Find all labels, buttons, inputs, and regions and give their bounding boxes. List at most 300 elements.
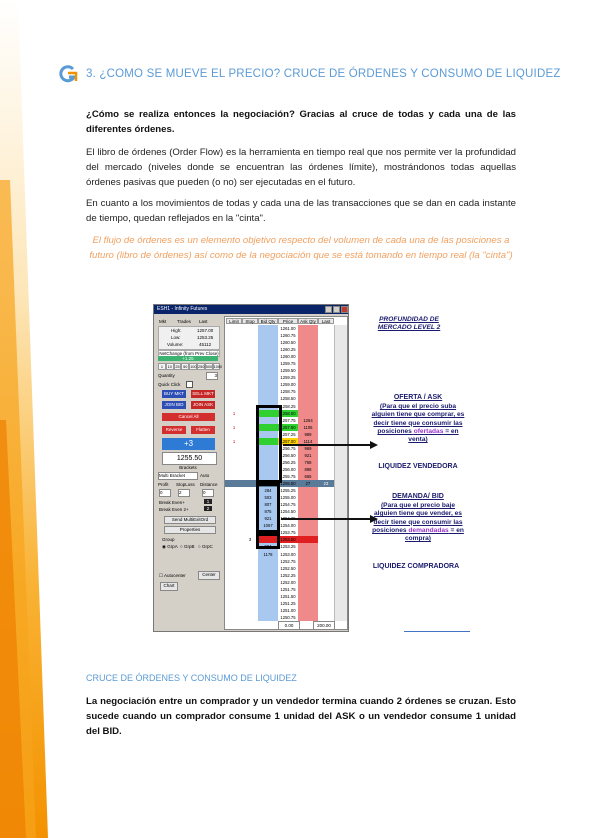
quantity-preset-button[interactable]: 25 xyxy=(175,365,180,369)
ladder-row[interactable] xyxy=(225,410,347,417)
ladder-row[interactable] xyxy=(225,353,347,360)
price-cell: 1255.00 xyxy=(278,494,298,501)
last-qty-cell: 23 xyxy=(323,481,329,487)
limit-cell xyxy=(226,431,242,438)
ladder-row[interactable] xyxy=(225,529,347,536)
quantity-preset-button[interactable]: 250 xyxy=(198,365,205,369)
quantity-preset-button[interactable]: 10 xyxy=(167,365,172,369)
ladder-row[interactable] xyxy=(225,572,347,579)
netchange-label: NetChange (from Prev Close) xyxy=(159,351,219,356)
price-cell: 1258.25 xyxy=(278,403,298,410)
demand-text: = en compra) xyxy=(404,526,464,543)
limit-cell xyxy=(226,607,242,614)
bid-qty-cell: 994 xyxy=(264,544,272,550)
ladder-row[interactable] xyxy=(225,536,347,543)
price-cell: 1251.75 xyxy=(278,586,298,593)
stop-cell xyxy=(242,353,258,360)
price-cell: 1254.00 xyxy=(278,522,298,529)
tab-trades[interactable]: Trades xyxy=(177,319,191,324)
ask-qty-cell xyxy=(298,346,318,353)
ladder-row[interactable] xyxy=(225,473,347,480)
limit-cell xyxy=(226,325,242,332)
limit-cell xyxy=(226,360,242,367)
bid-arrow-line xyxy=(281,518,375,520)
ask-qty-cell: 898 xyxy=(304,466,312,472)
profit-input[interactable]: 0 xyxy=(159,489,171,497)
quick-click-label: Quick Click xyxy=(158,382,181,387)
ask-qty-cell xyxy=(298,600,318,607)
price-cell: 1257.00 xyxy=(278,438,298,445)
limit-cell xyxy=(226,445,242,452)
limit-cell xyxy=(226,543,242,550)
ladder-row[interactable] xyxy=(225,381,347,388)
ladder-row[interactable] xyxy=(225,395,347,402)
logo-icon xyxy=(58,64,78,84)
limit-cell xyxy=(226,522,242,529)
price-cell: 1256.50 xyxy=(278,452,298,459)
break-even-1-input[interactable]: 1 xyxy=(204,499,212,504)
column-header-ask-qty: Ask Qty xyxy=(298,318,318,324)
limit-cell xyxy=(226,374,242,381)
price-cell: 1254.50 xyxy=(278,508,298,515)
bid-qty-cell xyxy=(258,381,278,388)
price-cell: 1251.00 xyxy=(278,607,298,614)
quantity-buttons xyxy=(158,363,223,370)
bid-qty-cell xyxy=(258,367,278,374)
stop-cell xyxy=(242,374,258,381)
netchange-value: +1.25 xyxy=(158,356,218,361)
ladder-row[interactable] xyxy=(225,459,347,466)
ask-qty-cell xyxy=(298,586,318,593)
demand-text: (Para que el precio baje alguien tiene que vender, es decir tiene que consumir las posiciones xyxy=(372,502,463,534)
ladder-row[interactable] xyxy=(225,494,347,501)
quick-click-checkbox[interactable] xyxy=(186,381,193,388)
ladder-row[interactable] xyxy=(225,501,347,508)
ask-qty-cell xyxy=(298,360,318,367)
ladder-row[interactable] xyxy=(225,417,347,424)
ask-qty-cell: 969 xyxy=(304,445,312,451)
column-header-limit: Limit xyxy=(226,318,242,324)
limit-cell xyxy=(226,494,242,501)
ask-qty-cell: 989 xyxy=(304,431,312,437)
bid-qty-cell xyxy=(258,360,278,367)
bid-qty-cell xyxy=(258,607,278,614)
price-cell: 1255.25 xyxy=(278,487,298,494)
limit-cell xyxy=(226,579,242,586)
ladder-row[interactable] xyxy=(225,360,347,367)
price-cell: 1253.00 xyxy=(278,551,298,558)
ladder-row[interactable] xyxy=(225,346,347,353)
ladder-row[interactable] xyxy=(225,551,347,558)
stop-cell xyxy=(242,565,258,572)
ask-qty-cell xyxy=(298,325,318,332)
offer-description xyxy=(370,403,466,444)
group-radio-b[interactable]: ○ GrpB xyxy=(180,544,195,549)
ask-qty-cell xyxy=(298,508,318,515)
ask-qty-cell: 921 xyxy=(304,452,312,458)
ladder-row[interactable] xyxy=(225,508,347,515)
price-cell: 1257.50 xyxy=(278,424,298,431)
price-cell: 1256.75 xyxy=(278,445,298,452)
price-ladder xyxy=(224,316,348,630)
quantity-preset-button[interactable]: 50 xyxy=(183,365,188,369)
stop-cell xyxy=(242,614,258,621)
ask-qty-cell xyxy=(298,339,318,346)
price-cell: 1251.25 xyxy=(278,600,298,607)
pull-quote: El flujo de órdenes es un elemento objetivo respecto del volumen de cada una de las posiciones a futuro (libro de órdenes) así como de la negociación que se está tomando en tiempo real (la "cinta") xyxy=(89,235,513,261)
break-even-2-label: Break Even 2+ xyxy=(159,507,189,512)
price-cell: 1260.00 xyxy=(278,353,298,360)
ask-qty-cell xyxy=(298,551,318,558)
offer-title xyxy=(370,394,466,402)
price-cell: 1258.50 xyxy=(278,395,298,402)
send-multi-exit-button[interactable]: Send MultiExitOrd xyxy=(164,516,216,524)
ask-qty-cell xyxy=(298,593,318,600)
ask-qty-cell xyxy=(298,543,318,550)
stoploss-input[interactable]: 2 xyxy=(178,489,190,497)
stat-value: 1257.00 xyxy=(197,328,214,333)
ladder-row[interactable] xyxy=(225,565,347,572)
column-header-bid-qty: Bid Qty xyxy=(258,318,278,324)
ask-qty-cell xyxy=(298,579,318,586)
offer-text: = en venta) xyxy=(408,427,459,444)
bid-qty-cell xyxy=(258,572,278,579)
flatten-button[interactable]: Flatten xyxy=(191,426,215,434)
ladder-row[interactable] xyxy=(225,543,347,550)
break-even-2-input[interactable]: 2 xyxy=(204,506,212,511)
offer-text: (Para que el precio suba alguien tiene que comprar, es decir tiene que consumir las posiciones xyxy=(371,403,465,435)
price-cell: 1256.25 xyxy=(278,459,298,466)
paragraph-order-book: El libro de órdenes (Order Flow) es la herramienta en tiempo real que nos permite ver la profundidad del mercado (niveles donde se encuentran las órdenes límite), mostrándonos todas aquellas órdenes pasivas que pueden (o no) ser ejecutadas en el futuro. xyxy=(86,147,516,188)
bid-qty-cell xyxy=(258,600,278,607)
ladder-row[interactable] xyxy=(225,403,347,410)
subheading: CRUCE DE ÓRDENES Y CONSUMO DE LIQUIDEZ xyxy=(86,673,297,683)
price-cell: 1253.25 xyxy=(278,543,298,550)
limit-cell xyxy=(226,551,242,558)
bid-qty-cell: 921 xyxy=(264,516,272,522)
bid-qty-cell xyxy=(258,325,278,332)
limit-cell xyxy=(226,466,242,473)
ask-qty-cell xyxy=(298,529,318,536)
ask-qty-cell xyxy=(298,572,318,579)
minimize-icon[interactable] xyxy=(325,306,332,313)
demand-highlight: demandadas xyxy=(408,526,449,534)
limit-cell xyxy=(226,395,242,402)
depth-annotation xyxy=(366,316,452,333)
bid-qty-cell: 1178 xyxy=(263,551,273,557)
bid-qty-cell: 807 xyxy=(264,502,272,508)
limit-cell xyxy=(226,508,242,515)
limit-cell xyxy=(226,600,242,607)
stop-cell xyxy=(242,395,258,402)
group-option-a: GrpA xyxy=(167,544,178,549)
ladder-row[interactable] xyxy=(225,480,347,487)
tab-last[interactable]: Last xyxy=(199,319,208,324)
limit-cell xyxy=(226,339,242,346)
demand-footer: LIQUIDEZ COMPRADORA xyxy=(372,563,460,570)
bid-qty-cell xyxy=(258,388,278,395)
limit-cell xyxy=(226,572,242,579)
group-option-c: GrpC xyxy=(201,544,213,549)
bid-qty-cell xyxy=(258,374,278,381)
limit-cell xyxy=(226,332,242,339)
limit-cell xyxy=(226,558,242,565)
price-cell: 1261.00 xyxy=(278,325,298,332)
limit-cell xyxy=(226,417,242,424)
price-cell: 1255.50 xyxy=(278,480,298,487)
group-radio-c[interactable]: ○ GrpC xyxy=(198,544,213,549)
ask-qty-cell xyxy=(298,614,318,621)
limit-cell xyxy=(226,346,242,353)
ask-qty-cell xyxy=(298,501,318,508)
stop-cell xyxy=(242,572,258,579)
bid-qty-cell xyxy=(258,346,278,353)
bid-qty-cell: 284 xyxy=(264,488,272,494)
demand-title-text: DEMANDA/ BID xyxy=(392,493,444,500)
decorative-stripe xyxy=(0,0,48,838)
bracket-select[interactable]: Multi Bracket xyxy=(158,472,198,480)
ask-qty-cell: 1264 xyxy=(303,417,313,423)
price-cell: 1257.25 xyxy=(278,431,298,438)
stop-cell xyxy=(242,551,258,558)
price-cell: 1258.00 xyxy=(278,410,298,417)
window-titlebar xyxy=(154,305,348,314)
ask-qty-cell: 27 xyxy=(305,481,311,487)
column-header-last: Last xyxy=(318,318,334,324)
distance-label: Distance xyxy=(200,482,218,487)
price-cell: 1250.75 xyxy=(278,614,298,621)
cancel-all-button[interactable]: Cancel All xyxy=(162,413,215,421)
price-cell: 1259.00 xyxy=(278,381,298,388)
limit-cell xyxy=(226,388,242,395)
break-even-1-label: Break Even+ xyxy=(159,500,185,505)
depth-annotation-text: PROFUNDIDAD DE MERCADO LEVEL 2 xyxy=(377,316,441,332)
column-header-price: Price xyxy=(278,318,298,324)
limit-cell xyxy=(226,452,242,459)
price-cell: 1259.50 xyxy=(278,367,298,374)
ask-qty-cell xyxy=(298,522,318,529)
ask-qty-cell xyxy=(298,558,318,565)
stat-label: Low: xyxy=(171,335,181,340)
demand-description xyxy=(370,502,466,543)
stop-cell xyxy=(242,558,258,565)
tab-bar xyxy=(158,318,218,325)
bid-qty-cell xyxy=(258,395,278,402)
bid-highlight-frame xyxy=(256,483,280,533)
price-cell: 1252.25 xyxy=(278,572,298,579)
group-option-b: GrpB xyxy=(183,544,195,549)
ask-qty-cell xyxy=(298,395,318,402)
stop-cell xyxy=(242,586,258,593)
limit-cell xyxy=(226,381,242,388)
limit-cell xyxy=(226,586,242,593)
price-cell: 1252.50 xyxy=(278,565,298,572)
ask-qty-cell xyxy=(298,374,318,381)
group-radio-a[interactable]: ◉ GrpA xyxy=(162,544,178,549)
ask-qty-cell xyxy=(298,381,318,388)
ask-qty-cell: 665 xyxy=(304,474,312,479)
ladder-row[interactable] xyxy=(225,466,347,473)
ladder-row[interactable] xyxy=(225,558,347,565)
group-label: Group xyxy=(162,537,175,542)
stat-label: Volume: xyxy=(167,342,184,347)
price-cell: 1260.50 xyxy=(278,339,298,346)
position-display: +3 xyxy=(162,438,215,450)
ladder-row[interactable] xyxy=(225,452,347,459)
ladder-row[interactable] xyxy=(225,593,347,600)
close-icon[interactable] xyxy=(341,306,348,313)
stop-cell xyxy=(242,332,258,339)
limit-cell: 1 xyxy=(232,438,236,444)
limit-cell xyxy=(226,515,242,522)
ask-qty-cell: 1105 xyxy=(303,424,313,430)
ladder-row[interactable] xyxy=(225,600,347,607)
limit-cell xyxy=(226,536,242,543)
ladder-row[interactable] xyxy=(225,431,347,438)
footer-value-right: 200.00 xyxy=(313,621,335,630)
stat-value: 1253.25 xyxy=(197,335,214,340)
closing-paragraph: La negociación entre un comprador y un vendedor termina cuando 2 órdenes se cruzan. Esto sucede cuando un comprador consume 1 unidad del ASK o un vendedor consume 1 unidad del BID. xyxy=(86,696,516,737)
section-heading: 3. ¿COMO SE MUEVE EL PRECIO? CRUCE DE ÓRDENES Y CONSUMO DE LIQUIDEZ xyxy=(86,68,561,80)
stop-cell xyxy=(242,579,258,586)
bid-qty-cell xyxy=(258,593,278,600)
ask-arrow-line xyxy=(283,444,375,446)
limit-cell xyxy=(226,529,242,536)
stoploss-label: StopLoss xyxy=(176,482,195,487)
stop-cell xyxy=(242,346,258,353)
ask-highlight-frame xyxy=(256,405,282,483)
stop-cell xyxy=(242,381,258,388)
buy-mkt-button[interactable]: BUY MKT xyxy=(162,390,186,398)
price-cell: 1252.75 xyxy=(278,558,298,565)
ask-qty-cell xyxy=(298,565,318,572)
price-cell: 1253.50 xyxy=(278,536,298,543)
quantity-preset-button[interactable]: 1 xyxy=(158,363,166,370)
ask-qty-cell xyxy=(298,536,318,543)
ladder-row[interactable] xyxy=(225,522,347,529)
brackets-label: Brackets xyxy=(179,465,197,470)
demand-title xyxy=(370,493,466,501)
quantity-label: Quantity xyxy=(158,373,175,378)
price-cell: 1260.75 xyxy=(278,332,298,339)
ladder-row[interactable] xyxy=(225,374,347,381)
properties-button[interactable]: Properties xyxy=(164,526,216,534)
ladder-row[interactable] xyxy=(225,487,347,494)
ladder-row[interactable] xyxy=(225,339,347,346)
order-book-window xyxy=(153,304,349,632)
quantity-preset-button[interactable]: 500 xyxy=(205,365,213,369)
quantity-preset-button[interactable]: 1000 xyxy=(213,365,223,369)
join-ask-button[interactable]: JOIN ASK xyxy=(192,402,214,407)
limit-cell xyxy=(226,501,242,508)
price-cell: 1252.00 xyxy=(278,579,298,586)
ask-qty-cell xyxy=(298,607,318,614)
price-cell: 1258.75 xyxy=(278,388,298,395)
quantity-input[interactable]: 3 xyxy=(206,372,218,380)
stat-value: 45112 xyxy=(199,342,212,347)
limit-cell xyxy=(226,353,242,360)
bid-qty-cell xyxy=(258,332,278,339)
stop-cell xyxy=(242,360,258,367)
stop-cell xyxy=(242,367,258,374)
limit-cell xyxy=(226,480,242,487)
ladder-row[interactable] xyxy=(225,332,347,339)
bid-qty-cell xyxy=(258,558,278,565)
profit-label: Profit xyxy=(158,482,169,487)
price-cell: 1259.25 xyxy=(278,374,298,381)
ladder-row[interactable] xyxy=(225,607,347,614)
bid-qty-cell: 1000 xyxy=(263,530,273,536)
ask-qty-cell xyxy=(298,494,318,501)
offer-highlight: ofertadas xyxy=(413,427,444,435)
bid-highlight-frame xyxy=(256,533,280,549)
stop-cell xyxy=(242,600,258,607)
ladder-row[interactable] xyxy=(225,579,347,586)
ladder-scrollbar[interactable] xyxy=(334,325,347,621)
ask-qty-cell xyxy=(298,410,318,417)
price-cell: 1254.75 xyxy=(278,501,298,508)
price-cell: 1255.75 xyxy=(278,473,298,480)
bid-qty-cell: 875 xyxy=(264,509,272,515)
stat-label: High: xyxy=(171,328,182,333)
bid-qty-cell xyxy=(258,579,278,586)
price-cell: 1256.00 xyxy=(278,466,298,473)
stop-cell xyxy=(242,607,258,614)
stats-panel xyxy=(158,326,220,350)
stop-cell xyxy=(242,388,258,395)
chart-button[interactable]: Chart xyxy=(160,582,178,591)
ladder-row[interactable] xyxy=(225,586,347,593)
ladder-row[interactable] xyxy=(225,614,347,621)
stop-cell xyxy=(242,339,258,346)
ask-qty-cell xyxy=(298,388,318,395)
price-cell: 1251.50 xyxy=(278,593,298,600)
control-panel xyxy=(156,316,222,630)
sell-mkt-button[interactable]: SELL MKT xyxy=(192,391,214,396)
limit-cell xyxy=(226,565,242,572)
offer-footer: LIQUIDEZ VENDEDORA xyxy=(378,463,458,470)
distance-input[interactable]: 0 xyxy=(202,489,214,497)
center-button[interactable]: Center xyxy=(198,571,220,580)
limit-cell xyxy=(226,614,242,621)
ladder-row[interactable] xyxy=(225,367,347,374)
ladder-row[interactable] xyxy=(225,388,347,395)
reverse-button[interactable]: Reverse xyxy=(162,426,186,434)
ask-qty-cell xyxy=(298,487,318,494)
price-cell: 1257.75 xyxy=(278,417,298,424)
quantity-preset-button[interactable]: 100 xyxy=(190,365,197,369)
intro-paragraph: ¿Cómo se realiza entonces la negociación? Gracias al cruce de todas y cada una de las diferentes órdenes. xyxy=(86,109,516,135)
autocenter-checkbox[interactable]: ☐ Autocenter xyxy=(159,573,186,578)
bid-qty-cell xyxy=(258,353,278,360)
join-bid-button[interactable]: JOIN BID xyxy=(162,401,186,409)
stop-cell: 3 xyxy=(248,537,252,543)
window-title: ESH1 - Infinity Futures xyxy=(157,306,208,312)
bid-qty-cell xyxy=(258,339,278,346)
limit-cell xyxy=(226,367,242,374)
price-cell: 1259.75 xyxy=(278,360,298,367)
limit-cell xyxy=(226,487,242,494)
bid-qty-cell xyxy=(258,586,278,593)
avg-price-display: 1255.50 xyxy=(162,452,217,465)
tab-mkt[interactable]: Mkt xyxy=(159,319,167,324)
autocenter-label: Autocenter xyxy=(164,573,186,578)
offer-title-text: OFERTA / ASK xyxy=(393,394,443,401)
maximize-icon[interactable] xyxy=(333,306,340,313)
ladder-row[interactable] xyxy=(225,424,347,431)
ladder-row[interactable] xyxy=(225,325,347,332)
ask-qty-cell xyxy=(298,403,318,410)
